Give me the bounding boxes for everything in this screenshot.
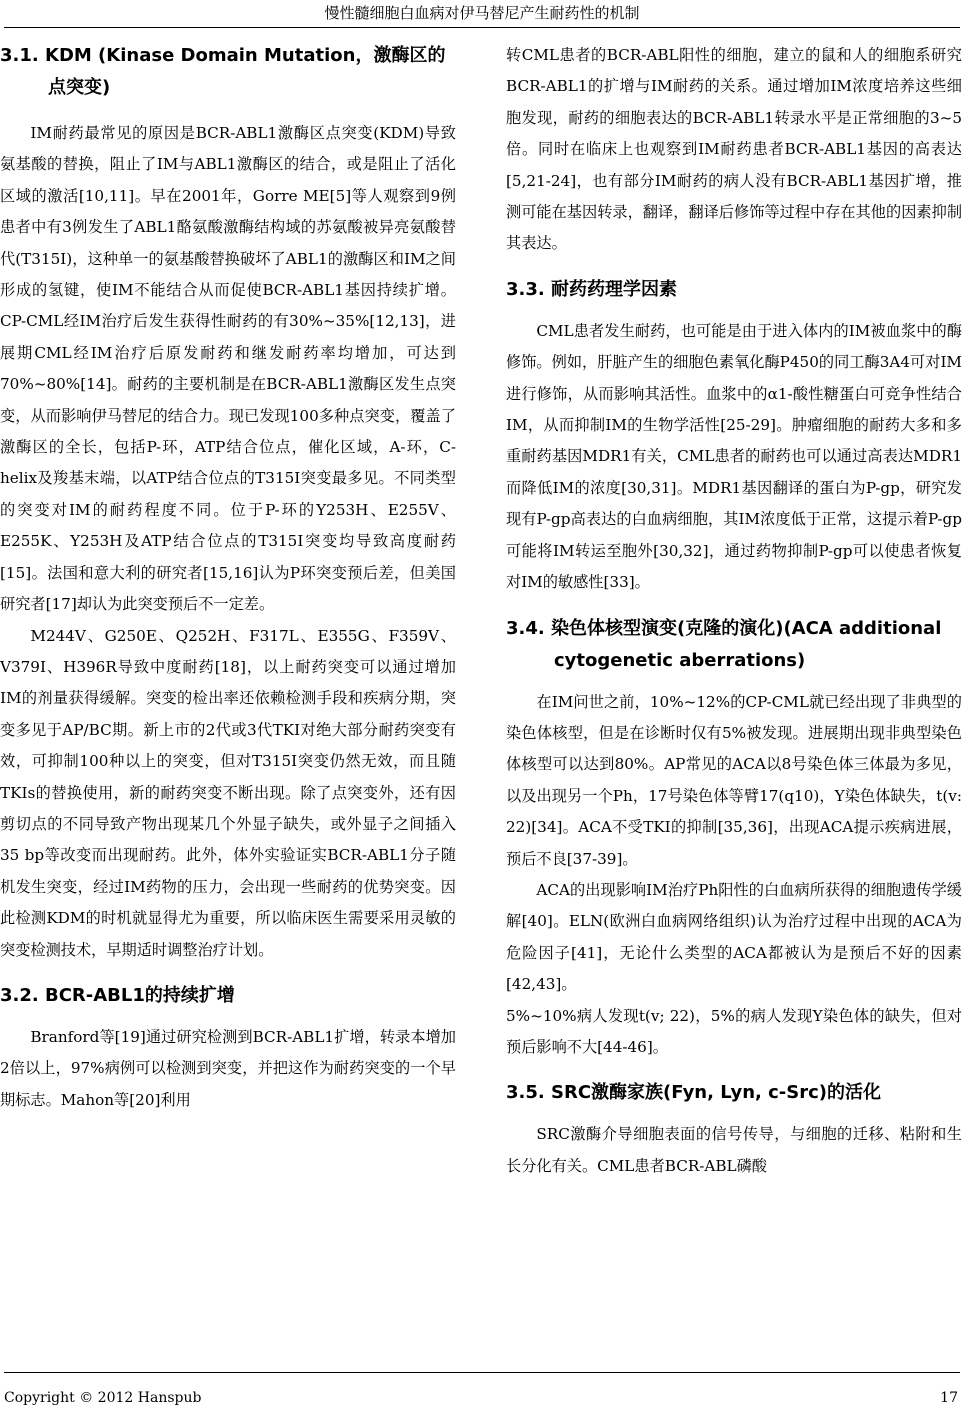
copyright-notice: Copyright © 2012 Hanspub xyxy=(4,1390,202,1406)
section-3-1-title: 3.1. KDM (Kinase Domain Mutation，激酶区的点突变) xyxy=(0,45,446,98)
section-3-2-title: 3.2. BCR-ABL1的持续扩增 xyxy=(0,984,235,1006)
section-3-5-paragraph-1: SRC激酶介导细胞表面的信号传导，与细胞的迁移、粘附和生长分化有关。CML患者BCR-ABL磷酸 xyxy=(506,1125,962,1175)
left-column xyxy=(0,40,456,1116)
footer-rule xyxy=(4,1372,960,1373)
section-3-4-paragraph-3: 5%~10%病人发现t(v; 22)，5%的病人发现Y染色体的缺失，但对预后影响不大[44-46]。 xyxy=(506,1006,962,1056)
section-3-2-paragraph-1: Branford等[19]通过研究检测到BCR-ABL1扩增，转录本增加2倍以上，97%病例可以检测到突变，并把这作为耐药突变的一个早期标志。Mahon等[20]利用 xyxy=(0,1027,456,1109)
section-3-4-title: 3.4. 染色体核型演变(克隆的演化)(ACA additional cytogenetic aberrations) xyxy=(506,617,942,671)
running-header: 慢性髓细胞白血病对伊马替尼产生耐药性的机制 xyxy=(324,4,640,22)
right-column xyxy=(506,40,962,1182)
page-number: 17 xyxy=(940,1390,958,1406)
continued-paragraph: 转CML患者的BCR-ABL阳性的细胞，建立的鼠和人的细胞系研究BCR-ABL1的扩增与IM耐药的关系。通过增加IM浓度培养这些细胞发现，耐药的细胞表达的BCR-ABL1转录水平是正常细胞的3~5倍。同时在临床上也观察到IM耐药患者BCR-ABL1基因的高表达[5,21-24]，也有部分IM耐药的病人没有BCR-ABL1基因扩增，推测可能在基因转录，翻译，翻译后修饰等过程中存在其他的因素抑制其表达。 xyxy=(506,46,962,253)
section-3-4-paragraph-1: 在IM问世之前，10%~12%的CP-CML就已经出现了非典型的染色体核型，但是在诊断时仅有5%被发现。进展期出现非典型染色体核型可以达到80%。AP常见的ACA以8号染色体三体最为多见，以及出现另一个Ph，17号染色体等臂17(q10)，Y染色体缺失，t(v: 22)[34]。ACA不受TKI的抑制[35,36]，出现ACA提示疾病进展，预后不良[37-39]。 xyxy=(506,692,962,868)
section-3-3-paragraph-1: CML患者发生耐药，也可能是由于进入体内的IM被血浆中的酶修饰。例如，肝脏产生的细胞色素氧化酶P450的同工酶3A4可对IM进行修饰，从而影响其活性。血浆中的α1-酸性糖蛋白可竞争性结合IM，从而抑制IM的生物学活性[25-29]。肿瘤细胞的耐药大多和多重耐药基因MDR1有关，CML患者的耐药也可以通过高表达MDR1而降低IM的浓度[30,31]。MDR1基因翻译的蛋白为P-gp，研究发现有P-gp高表达的白血病细胞，其IM浓度低于正常，这提示着P-gp可能将IM转运至胞外[30,32]，通过药物抑制P-gp可以使患者恢复对IM的敏感性[33]。 xyxy=(506,321,962,592)
section-3-5-title: 3.5. SRC激酶家族(Fyn, Lyn, c-Src)的活化 xyxy=(506,1082,881,1104)
section-3-4-paragraph-2: ACA的出现影响IM治疗Ph阳性的白血病所获得的细胞遗传学缓解[40]。ELN(欧洲白血病网络组织)认为治疗过程中出现的ACA为危险因子[41]，无论什么类型的ACA都被认为是预后不好的因素[42,43]。 xyxy=(506,880,962,994)
section-3-1-paragraph-1: IM耐药最常见的原因是BCR-ABL1激酶区点突变(KDM)导致氨基酸的替换，阻止了IM与ABL1激酶区的结合，或是阻止了活化区域的激活[10,11]。早在2001年，Gorre ME[5]等人观察到9例患者中有3例发生了ABL1酪氨酸激酶结构域的苏氨酸被异亮氨酸替代(T315I)，这种单一的氨基酸替换破坏了ABL1的激酶区和IM之间形成的氢键，使IM不能结合从而促使BCR-ABL1基因持续扩增。CP-CML经IM治疗后发生获得性耐药的有30%~35%[12,13]，进展期CML经IM治疗后原发耐药和继发耐药率均增加，可达到70%~80%[14]。耐药的主要机制是在BCR-ABL1激酶区发生点突变，从而影响伊马替尼的结合力。现已发现100多种点突变，覆盖了激酶区的全长，包括P-环，ATP结合位点，催化区域，A-环，C-helix及羧基末端，以ATP结合位点的T315I突变最多见。不同类型的突变对IM的耐药程度不同。位于P-环的Y253H、E255V、E255K、Y253H及ATP结合位点的T315I突变均导致高度耐药[15]。法国和意大利的研究者[15,16]认为P环突变预后差，但美国研究者[17]却认为此突变预后不一定差。 xyxy=(0,124,456,614)
header-rule xyxy=(4,27,960,28)
section-3-3-title: 3.3. 耐药药理学因素 xyxy=(506,278,677,300)
section-3-1-paragraph-2: M244V、G250E、Q252H、F317L、E355G、F359V、V379I、H396R导致中度耐药[18]，以上耐药突变可以通过增加IM的剂量获得缓解。突变的检出率还依赖检测手段和疾病分期，突变多见于AP/BC期。新上市的2代或3代TKI对绝大部分耐药突变有效，可抑制100种以上的突变，但对T315I突变仍然无效，而且随TKIs的替换使用，新的耐药突变不断出现。除了点突变外，还有因剪切点的不同导致产物出现某几个外显子缺失，或外显子之间插入35 bp等改变而出现耐药。此外，体外实验证实BCR-ABL1分子随机发生突变，经过IM药物的压力，会出现一些耐药的优势突变。因此检测KDM的时机就显得尤为重要，所以临床医生需要采用灵敏的突变检测技术，早期适时调整治疗计划。 xyxy=(0,626,456,959)
